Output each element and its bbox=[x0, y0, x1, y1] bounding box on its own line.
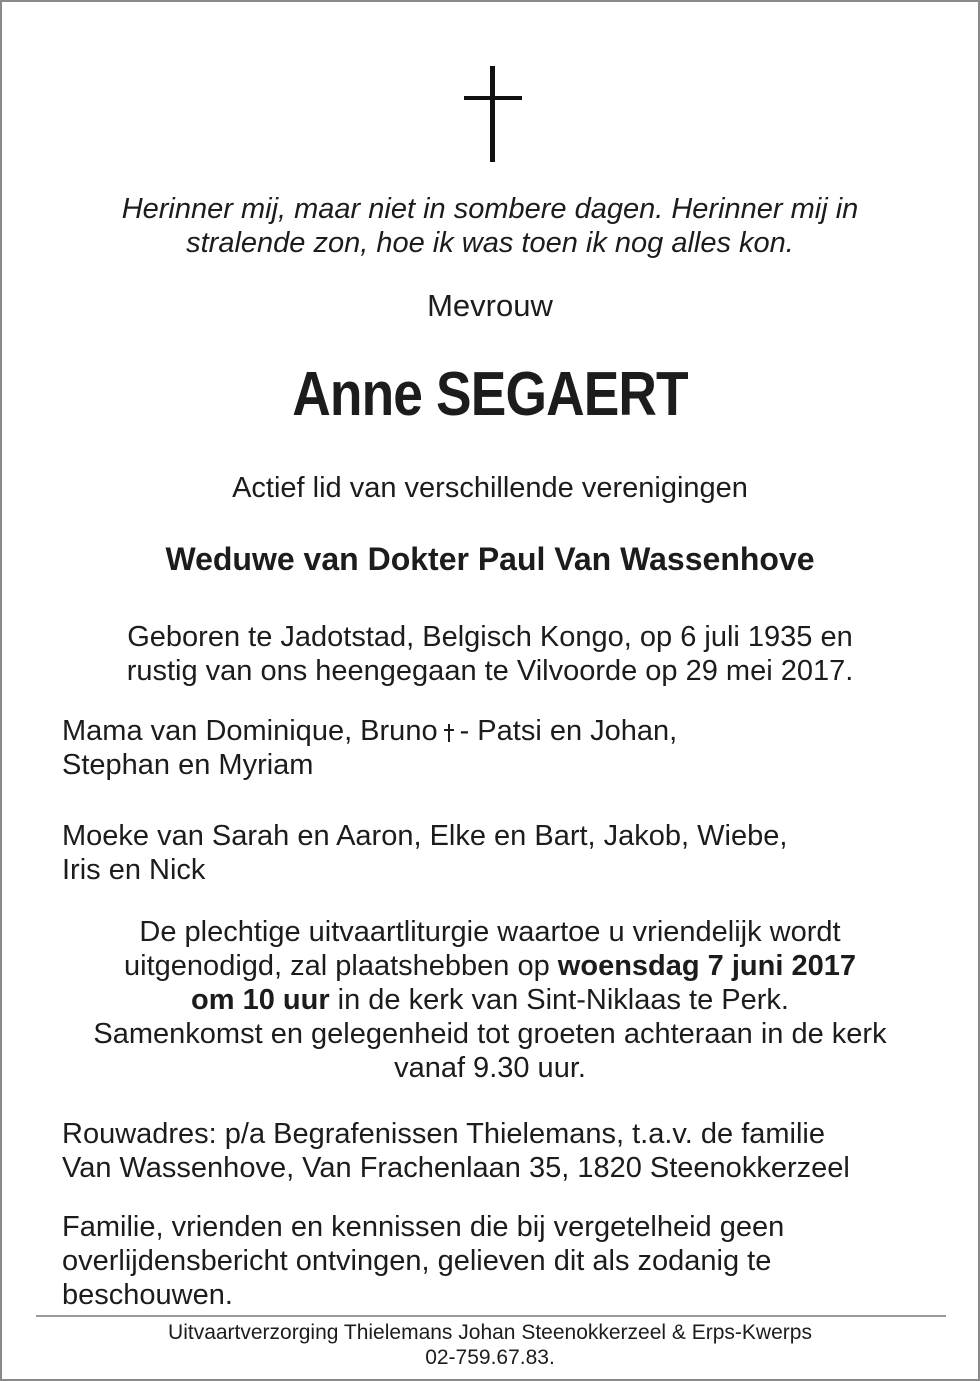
grandchildren-line: Moeke van Sarah en Aaron, Elke en Bart, Jakob, Wiebe, bbox=[62, 820, 788, 852]
children-list bbox=[62, 714, 942, 782]
widow-line: Weduwe van Dokter Paul Van Wassenhove bbox=[165, 541, 815, 577]
deceased-name: Anne SEGAERT bbox=[292, 360, 688, 429]
subtitle: Actief lid van verschillende verenigingen bbox=[232, 472, 748, 504]
children-names: Mama van Dominique, Bruno bbox=[62, 715, 438, 747]
funeral-time: om 10 uur bbox=[191, 984, 330, 1016]
quote-line: Herinner mij, maar niet in sombere dagen. Herinner mij in bbox=[121, 193, 859, 225]
address-line: Van Wassenhove, Van Frachenlaan 35, 1820 Steenokkerzeel bbox=[62, 1152, 850, 1184]
quote bbox=[2, 192, 978, 260]
children-names-cont: - Patsi en Johan, bbox=[459, 715, 678, 747]
children-line bbox=[62, 714, 942, 748]
notice-line: Familie, vrienden en kennissen die bij vergetelheid geen bbox=[62, 1211, 785, 1243]
funeral-info bbox=[2, 915, 978, 1085]
funeral-text: uitgenodigd, zal plaatshebben op bbox=[124, 950, 550, 982]
grandchildren-list bbox=[62, 819, 942, 887]
address-line: Rouwadres: p/a Begrafenissen Thielemans, t.a.v. de familie bbox=[62, 1118, 825, 1150]
funeral-line: Samenkomst en gelegenheid tot groeten achteraan in de kerk bbox=[93, 1018, 887, 1050]
notice-line: overlijdensbericht ontvingen, gelieven dit als zodanig te bbox=[62, 1245, 772, 1277]
funeral-line bbox=[2, 949, 978, 983]
notice bbox=[62, 1210, 942, 1312]
children-line: Stephan en Myriam bbox=[62, 749, 314, 781]
funeral-line: De plechtige uitvaartliturgie waartoe u vriendelijk wordt bbox=[139, 916, 841, 948]
funeral-line bbox=[2, 983, 978, 1017]
footer-divider bbox=[36, 1315, 946, 1317]
footer-company: Uitvaartverzorging Thielemans Johan Steenokkerzeel & Erps-Kwerps bbox=[168, 1321, 812, 1344]
death-line: rustig van ons heengegaan te Vilvoorde op 29 mei 2017. bbox=[126, 655, 854, 687]
footer-phone: 02-759.67.83. bbox=[425, 1346, 555, 1369]
grandchildren-line: Iris en Nick bbox=[62, 854, 206, 886]
mourning-address bbox=[62, 1117, 942, 1185]
funeral-location: in de kerk van Sint-Niklaas te Perk. bbox=[337, 984, 789, 1016]
birth-death-info bbox=[2, 620, 978, 688]
footer bbox=[2, 1320, 978, 1370]
funeral-date: woensdag 7 juni 2017 bbox=[557, 950, 856, 982]
salutation: Mevrouw bbox=[427, 288, 553, 323]
cross-icon bbox=[464, 66, 522, 162]
funeral-line: vanaf 9.30 uur. bbox=[394, 1052, 586, 1084]
notice-line: beschouwen. bbox=[62, 1279, 233, 1311]
birth-line: Geboren te Jadotstad, Belgisch Kongo, op 6 juli 1935 en bbox=[127, 621, 853, 653]
small-cross-icon bbox=[442, 722, 456, 742]
quote-line: stralende zon, hoe ik was toen ik nog alles kon. bbox=[186, 227, 794, 259]
